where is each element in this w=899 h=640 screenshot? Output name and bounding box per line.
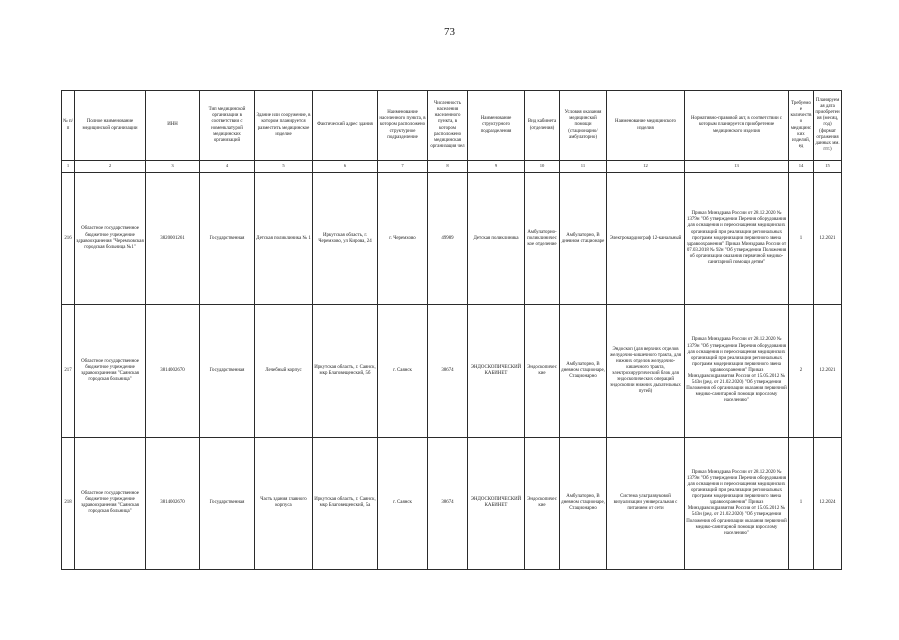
column-number: 11 [560,161,607,173]
column-header: Тип медицинской организации в соответствии с номенклатурой медицинских организаций [200,91,255,161]
column-number-row [62,161,842,173]
cell-org-type: Государственная [200,437,255,569]
cell-cabinet: Амбулаторно-поликлиническое отделение [525,173,560,305]
cell-org-type: Государственная [200,173,255,305]
column-header: Численность населения населенного пункта, в котором расположено медицинская организация чел [428,91,468,161]
cell-population: 38674 [428,305,468,437]
column-number: 10 [525,161,560,173]
cell-act: Приказ Минздрава России от 28.12.2020 № 1379н "Об утверждении Перечня оборудования для оснащения и переоснащения медицинских организаций при реализации региональных программ модернизации первичного звена здравоохранения" Приказ Минздравсоцразвития России от 15.05.2012 № 543н (ред. от 21.02.2020) "Об утверждении Положения об организации оказания первичной медико-санитарной помощи взрослому населению" [685,305,789,437]
cell-address: Иркутская область, г. Черемхово, ул Кирова, 24 [313,173,378,305]
cell-building: Детская поликлиника № 1 [255,173,313,305]
column-number: 15 [814,161,842,173]
column-header: Полное наименование медицинской организации [75,91,146,161]
cell-unit: Детская поликлиника [468,173,525,305]
cell-qty: 1 [789,173,814,305]
table-row [62,437,842,569]
column-number: 12 [607,161,685,173]
table-row [62,305,842,437]
column-header: Требуемое количество медицинских изделий, ед [789,91,814,161]
column-number: 2 [75,161,146,173]
cell-device: Электрокардиограф 12-канальный [607,173,685,305]
cell-act: Приказ Минздрава России от 28.12.2020 № 1379н "Об утверждении Перечня оборудования для оснащения и переоснащения медицинских организаций при реализации региональных программ модернизации первичного звена здравоохранения" Приказ Минздравсоцразвития России от 15.05.2012 № 543н (ред. от 21.02.2020) "Об утверждении Положения об организации оказания первичной медико-санитарной помощи взрослому населению" [685,437,789,569]
cell-inn: 3814002670 [146,437,200,569]
column-header: Вид кабинета (отделения) [525,91,560,161]
cell-num: 217 [62,305,75,437]
column-header: Фактический адрес здания [313,91,378,161]
cell-inn: 3820001261 [146,173,200,305]
cell-address: Иркутская область, г. Саянск, мкр Благовещенский, 5б [313,305,378,437]
cell-locality: г. Саянск [378,305,428,437]
cell-org: Областное государственное бюджетное учреждение здравоохранения "Черемховская городская больница №1" [75,173,146,305]
column-number: 8 [428,161,468,173]
cell-building: Лечебный корпус [255,305,313,437]
cell-unit: ЭНДОСКОПИЧЕСКИЙ КАБИНЕТ [468,305,525,437]
column-header: Условия оказания медицинской помощи (стационарно/амбулаторно) [560,91,607,161]
cell-unit: ЭНДОСКОПИЧЕСКИЙ КАБИНЕТ [468,437,525,569]
column-number: 1 [62,161,75,173]
column-number: 3 [146,161,200,173]
cell-conditions: Амбулаторно, В дневном стационаре, Стационарно [560,305,607,437]
cell-inn: 3814002670 [146,305,200,437]
column-header: № п/п [62,91,75,161]
cell-org-type: Государственная [200,305,255,437]
cell-building: Часть здания главного корпуса [255,437,313,569]
cell-population: 38674 [428,437,468,569]
cell-conditions: Амбулаторно, В дневном стационаре, Стационарно [560,437,607,569]
cell-date: 12.2021 [814,173,842,305]
column-number: 6 [313,161,378,173]
column-header: ИНН [146,91,200,161]
cell-org: Областное государственное бюджетное учреждение здравоохранения "Саянская городская больница" [75,305,146,437]
column-number: 4 [200,161,255,173]
column-number: 14 [789,161,814,173]
cell-qty: 2 [789,305,814,437]
column-header: Наименование медицинского изделия [607,91,685,161]
table-row [62,173,842,305]
column-header: Планируемая дата приобретения (месяц, год) (формат отражения данных мм. ггг.) [814,91,842,161]
cell-cabinet: Эндоскопические [525,437,560,569]
column-header: Наименование структурного подразделения [468,91,525,161]
column-number: 9 [468,161,525,173]
cell-cabinet: Эндоскопические [525,305,560,437]
column-header: Нормативно-правовой акт, в соответствии с которым планируется приобретение медицинского изделия [685,91,789,161]
cell-conditions: Амбулаторно, В дневном стационаре [560,173,607,305]
column-header: Наименование населенного пункта, в котором расположено структурное подразделение [378,91,428,161]
equipment-table [61,90,842,570]
page-number: 73 [444,26,455,38]
cell-num: 218 [62,437,75,569]
cell-address: Иркутская область, г. Саянск, мкр Благовещенский, 5а [313,437,378,569]
column-number: 7 [378,161,428,173]
cell-population: 49989 [428,173,468,305]
cell-device: Система ультразвуковой визуализации универсальная с питанием от сети [607,437,685,569]
cell-num: 216 [62,173,75,305]
cell-date: 12.2024 [814,437,842,569]
column-header: Здание или сооружение, в котором планируется разместить медицинское изделие [255,91,313,161]
cell-date: 12.2021 [814,305,842,437]
table-header-row [62,91,842,161]
cell-act: Приказ Минздрава России от 28.12.2020 № 1379н "Об утверждении Перечня оборудования для оснащения и переоснащения медицинских организаций при реализации региональных программ модернизации первичного звена здравоохранения" Приказ Минздрава России от 07.03.2018 № 92н "Об утверждении Положения об организации оказания первичной медико-санитарной помощи детям" [685,173,789,305]
cell-org: Областное государственное бюджетное учреждение здравоохранения "Саянская городская больница" [75,437,146,569]
cell-locality: г. Черемхово [378,173,428,305]
cell-device: Эндоскоп (для верхних отделов желудочно-кишечного тракта, для нижних отделов желудочно-кишечного тракта, электрохирургический блок для эндоскопических операций эндоскопии нижних дыхательных путей) [607,305,685,437]
cell-qty: 1 [789,437,814,569]
cell-locality: г. Саянск [378,437,428,569]
column-number: 5 [255,161,313,173]
column-number: 13 [685,161,789,173]
